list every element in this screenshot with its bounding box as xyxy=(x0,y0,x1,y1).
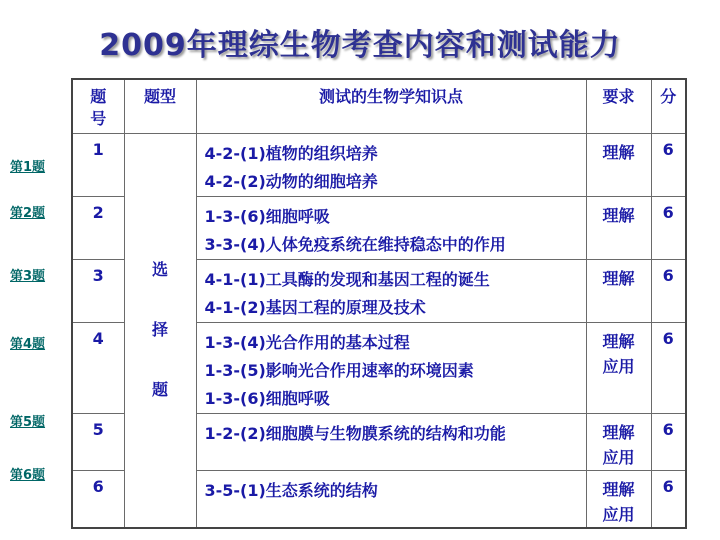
requirement: 理解 应用 xyxy=(586,413,651,470)
knowledge-points xyxy=(196,259,586,322)
type-char: 选 xyxy=(151,260,168,279)
requirement: 理解 xyxy=(586,196,651,259)
header-number: 题号 xyxy=(72,79,124,133)
row-number: 5 xyxy=(72,413,124,470)
question-link-3[interactable]: 第3题 xyxy=(10,269,46,284)
knowledge-point: 4-2-(2)动物的细胞培养 xyxy=(204,171,378,191)
knowledge-points xyxy=(196,470,586,528)
score: 6 xyxy=(651,322,686,413)
knowledge-point: 3-5-(1)生态系统的结构 xyxy=(204,480,378,500)
knowledge-point: 4-1-(1)工具酶的发现和基因工程的诞生 xyxy=(204,269,490,289)
score: 6 xyxy=(651,259,686,322)
header-score: 分 xyxy=(651,79,686,133)
question-link-6[interactable]: 第6题 xyxy=(10,468,46,483)
content-table xyxy=(71,78,687,529)
knowledge-point: 1-3-(6)细胞呼吸 xyxy=(204,388,330,408)
header-type: 题型 xyxy=(124,79,196,133)
knowledge-points xyxy=(196,133,586,196)
header-knowledge: 测试的生物学知识点 xyxy=(196,79,586,133)
type-char: 择 xyxy=(151,320,168,339)
knowledge-point: 1-2-(2)细胞膜与生物膜系统的结构和功能 xyxy=(204,423,506,443)
score: 6 xyxy=(651,413,686,470)
requirement: 理解 应用 xyxy=(586,470,651,528)
score: 6 xyxy=(651,133,686,196)
header-row xyxy=(72,79,686,133)
score: 6 xyxy=(651,196,686,259)
row-number: 3 xyxy=(72,259,124,322)
type-char: 题 xyxy=(151,380,168,399)
question-link-1[interactable]: 第1题 xyxy=(10,160,46,175)
knowledge-points xyxy=(196,413,586,470)
requirement: 理解 xyxy=(586,259,651,322)
knowledge-points xyxy=(196,196,586,259)
question-link-5[interactable]: 第5题 xyxy=(10,415,46,430)
question-link-4[interactable]: 第4题 xyxy=(10,337,46,352)
knowledge-point: 1-3-(5)影响光合作用速率的环境因素 xyxy=(204,360,474,380)
requirement: 理解 xyxy=(586,133,651,196)
requirement: 理解 应用 xyxy=(586,322,651,413)
knowledge-point: 1-3-(4)光合作用的基本过程 xyxy=(204,332,410,352)
knowledge-point: 3-3-(4)人体免疫系统在维持稳态中的作用 xyxy=(204,234,506,254)
row-number: 6 xyxy=(72,470,124,528)
knowledge-points xyxy=(196,322,586,413)
knowledge-point: 4-2-(1)植物的组织培养 xyxy=(204,143,378,163)
table-row xyxy=(72,133,686,196)
row-number: 2 xyxy=(72,196,124,259)
row-number: 1 xyxy=(72,133,124,196)
row-number: 4 xyxy=(72,322,124,413)
question-link-2[interactable]: 第2题 xyxy=(10,206,46,221)
header-requirement: 要求 xyxy=(586,79,651,133)
knowledge-point: 4-1-(2)基因工程的原理及技术 xyxy=(204,297,426,317)
score: 6 xyxy=(651,470,686,528)
page-title: 2009年理综生物考查内容和测试能力 xyxy=(99,28,621,63)
knowledge-point: 1-3-(6)细胞呼吸 xyxy=(204,206,330,226)
question-type-cell xyxy=(124,133,196,528)
